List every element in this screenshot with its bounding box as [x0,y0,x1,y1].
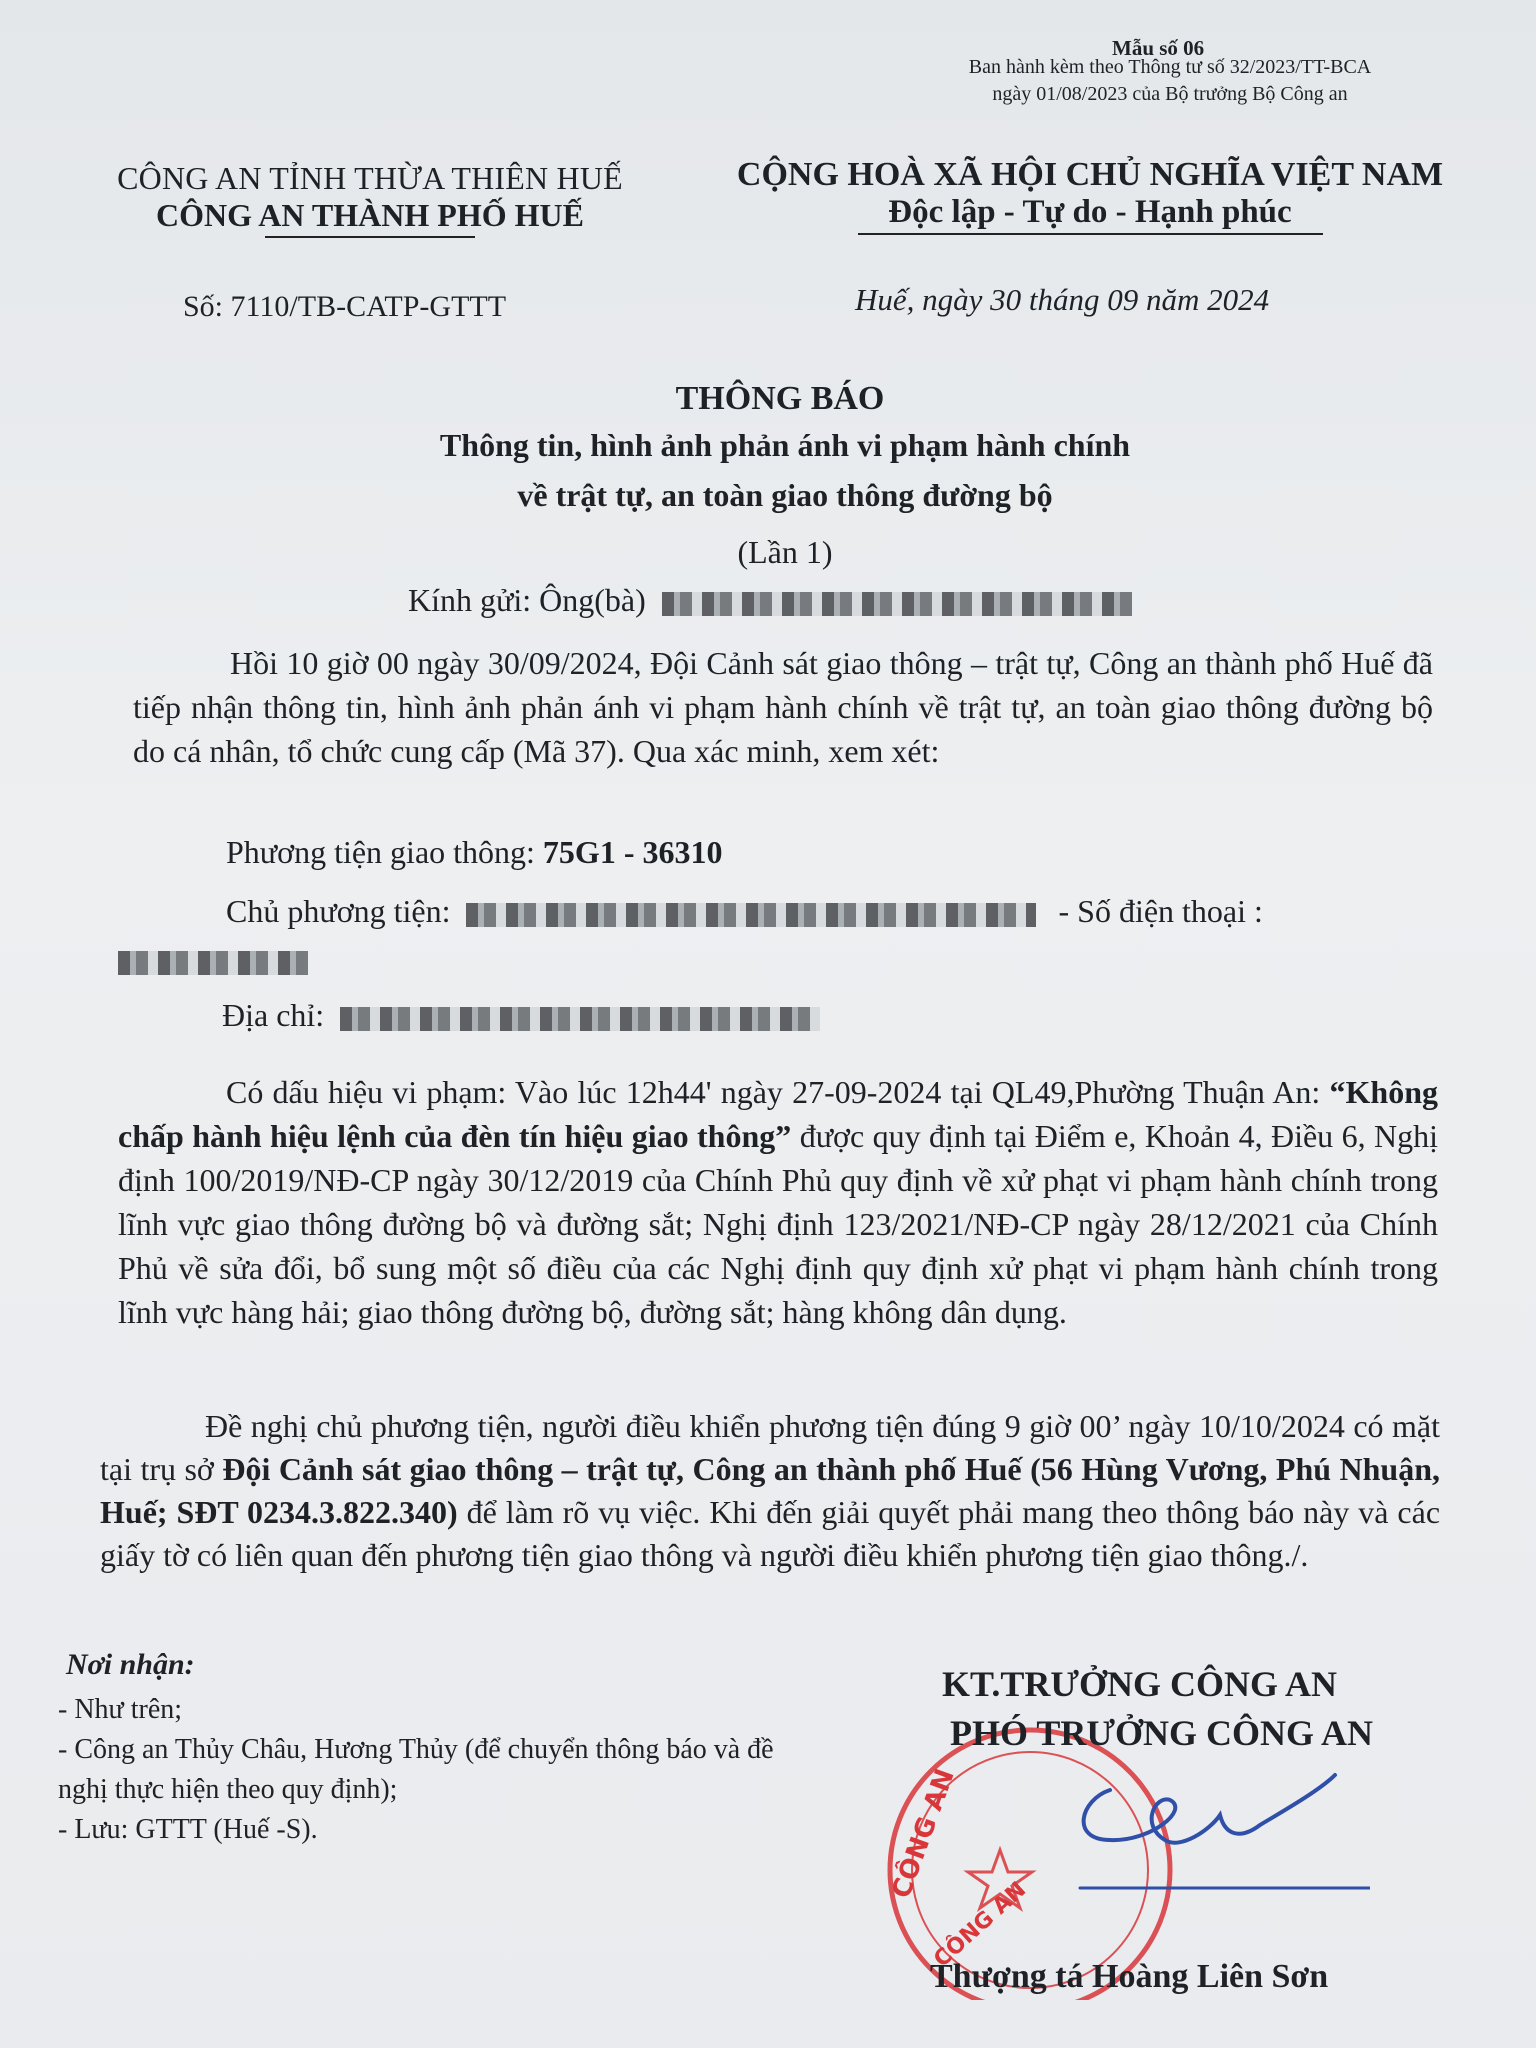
svg-text:CÔNG AN: CÔNG AN [929,1877,1032,1973]
request-lead: Đề nghị chủ phương tiện, người điều khiển phương tiện đúng 9 giờ 00’ ngày 10/10/2024 có mặt tại trụ sở [100,1408,1440,1487]
vehicle-line [226,834,722,871]
document-number: Số: 7110/TB-CATP-GTTT [183,290,507,323]
document-subtitle [0,420,1536,520]
redacted-address [340,1007,820,1031]
violation-lead: Có dấu hiệu vi phạm: Vào lúc 12h44' ngày 27-09-2024 tại QL49,Phường Thuận An: [226,1074,1321,1110]
violation-details: được quy định tại Điểm e, Khoản 4, Điều 6, Nghị định 100/2019/NĐ-CP ngày 30/12/2019 của Chính Phủ quy định về xử phạt vi phạm hành chính trong lĩnh vực giao thông đường bộ và đường sắt; Nghị định 123/2021/NĐ-CP ngày 28/12/2021 của Chính Phủ về sửa đổi, bổ sung một số điều của các Nghị định quy định xử phạt vi phạm hành chính trong lĩnh vực hàng hải; giao thông đường bộ, đường sắt; hàng không dân dụng. [118,1118,1439,1330]
violation-offense: “Không chấp hành hiệu lệnh của đèn tín hiệu giao thông” [118,1074,1439,1154]
phone-label: - Số điện thoại : [1058,893,1263,929]
agency-parent: CÔNG AN TỈNH THỪA THIÊN HUẾ [117,160,623,196]
owner-label: Chủ phương tiện: [226,893,451,929]
vehicle-label: Phương tiện giao thông: [226,834,535,870]
greeting-label: Kính gửi: Ông(bà) [408,582,646,618]
svg-text:CÔNG AN: CÔNG AN [886,1765,961,1903]
recipients-heading: Nơi nhận: [66,1648,195,1681]
address-label: Địa chỉ: [222,997,325,1033]
violation-paragraph [118,1070,1438,1334]
national-header [700,156,1480,235]
signature-title: KT.TRƯỞNG CÔNG AN [942,1664,1338,1704]
recipient-item: - Lưu: GTTT (Huế -S). [58,1814,318,1845]
recipients-list [58,1690,798,1850]
nation-name: CỘNG HOÀ XÃ HỘI CHỦ NGHĨA VIỆT NAM [736,156,1444,193]
intro-paragraph: Hồi 10 giờ 00 ngày 30/09/2024, Đội Cảnh sát giao thông – trật tự, Công an thành phố Huế đã tiếp nhận thông tin, hình ảnh phản ánh vi phạm hành chính về trật tự, an toàn giao thông đường bộ do cá nhân, tổ chức cung cấp (Mã 37). Qua xác minh, xem xét: [133,645,1433,769]
form-reference-line1: Ban hành kèm theo Thông tư số 32/2023/TT-BCA [968,56,1372,78]
issuing-agency [90,160,650,238]
redacted-recipient-name [662,592,1132,616]
recipient-item: - Công an Thủy Châu, Hương Thủy (để chuyển thông báo và đề nghị thực hiện theo quy định); [58,1734,774,1805]
form-number: Mẫu số 06 [1112,36,1205,60]
request-details: để làm rõ vụ việc. Khi đến giải quyết phải mang theo thông báo này và các giấy tờ có liên quan đến phương tiện giao thông và người điều khiển phương tiện giao thông./. [100,1494,1441,1573]
greeting [408,582,1132,619]
document-title: THÔNG BÁO [675,380,885,417]
agency-unit: CÔNG AN THÀNH PHỐ HUẾ [156,197,584,233]
form-reference-line2: ngày 01/08/2023 của Bộ trưởng Bộ Công an [992,83,1348,105]
recipient-item: - Như trên; [58,1694,183,1725]
signer-name: Thượng tá Hoàng Liên Sơn [930,1958,1329,1995]
nation-motto: Độc lập - Tự do - Hạnh phúc [888,194,1292,230]
redacted-owner-name [466,903,1036,927]
subtitle-line2: về trật tự, an toàn giao thông đường bộ [517,477,1053,513]
redacted-phone-number [118,951,308,975]
notice-count: (Lần 1) [737,534,833,570]
handwritten-signature-icon [1070,1770,1370,1900]
vehicle-plate: 75G1 - 36310 [542,834,723,870]
request-paragraph [100,1405,1440,1577]
owner-line [226,893,1263,930]
agency-underline [265,236,475,238]
phone-line [118,941,308,978]
motto-underline [858,233,1323,235]
signature-subtitle: PHÓ TRƯỞNG CÔNG AN [950,1713,1374,1753]
address-line [222,997,820,1034]
request-place: Đội Cảnh sát giao thông – trật tự, Công an thành phố Huế (56 Hùng Vương, Phú Nhuận, Huế; SĐT 0234.3.822.340) [100,1451,1441,1530]
document-date: Huế, ngày 30 tháng 09 năm 2024 [855,282,1270,317]
form-reference [905,54,1435,108]
subtitle-line1: Thông tin, hình ảnh phản ánh vi phạm hành chính [439,427,1131,463]
